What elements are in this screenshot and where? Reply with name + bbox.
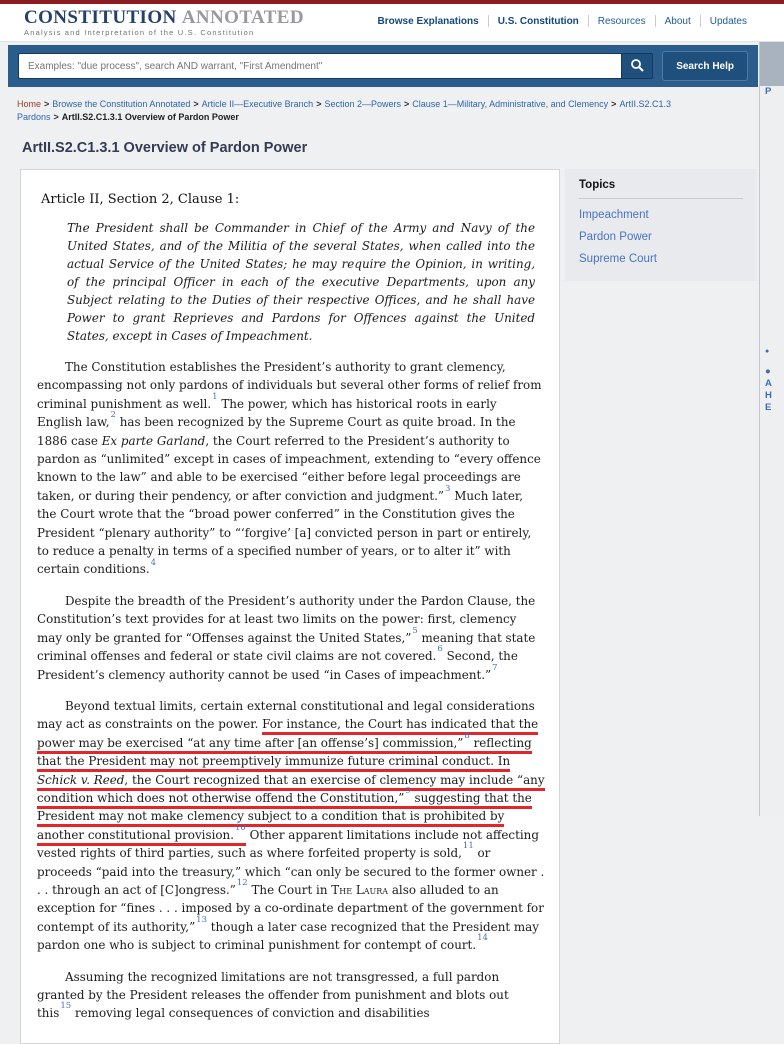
clipped-text-fragment: H <box>765 390 772 401</box>
brand-tagline: Analysis and Interpretation of the U.S. Constitution <box>24 28 255 37</box>
brand-word-annotated: ANNOTATED <box>181 7 304 28</box>
article-paragraph <box>37 968 545 1023</box>
case-name-smallcaps: The Laura <box>331 882 389 897</box>
paragraph-text: Second, the President’s clemency authority cannot be used “in Cases of impeachment.” <box>37 649 518 682</box>
brand-logo[interactable] <box>24 8 304 37</box>
breadcrumb-link[interactable]: ArtII.S2.C1.3 Pardons <box>17 99 671 122</box>
footnote-ref[interactable]: 2 <box>110 410 116 421</box>
topics-divider <box>579 198 743 199</box>
search-input[interactable] <box>18 53 621 79</box>
header-nav <box>369 15 756 27</box>
footnote-ref[interactable]: 10 <box>235 822 246 833</box>
paragraph-text: Other apparent limitations include not affecting vested rights of third parties, such as where forfeited property is sold, <box>37 827 539 861</box>
paragraph-text: The power, which has historical roots in early English law, <box>37 396 497 430</box>
topics-list <box>579 209 743 265</box>
clause-heading: Article II, Section 2, Clause 1: <box>41 192 240 207</box>
paragraph-text: Despite the breadth of the President’s authority under the Pardon Clause, the Constitution’s text provides for at least two limits on the power: first, clemency may only be granted for “Offenses against the United States,” <box>37 593 536 645</box>
breadcrumb-link[interactable]: Browse the Constitution Annotated <box>52 99 191 109</box>
topic-link-impeachment[interactable]: Impeachment <box>579 209 649 221</box>
search-group <box>18 53 653 79</box>
clipped-text-fragment: ● <box>765 366 771 377</box>
footnote-ref[interactable]: 13 <box>196 914 207 925</box>
search-band <box>8 45 758 87</box>
paragraph-text: suggesting that the President may not make clemency subject to a condition that is prohibited by another constitutional provision. <box>37 790 532 842</box>
topics-sidebar <box>565 169 757 281</box>
paragraph-text: Beyond textual limits, certain external constitutional and legal considerations may act as constraints on the power. <box>37 698 535 732</box>
footnote-ref[interactable]: 6 <box>437 644 443 655</box>
topic-link-pardon-power[interactable]: Pardon Power <box>579 231 652 243</box>
topic-link-supreme-court[interactable]: Supreme Court <box>579 253 657 265</box>
breadcrumb-link[interactable]: Article II—Executive Branch <box>201 99 314 109</box>
article-paragraph <box>37 592 545 684</box>
search-button[interactable] <box>621 53 653 79</box>
clipped-text-fragment: ● <box>765 348 770 355</box>
breadcrumb-link[interactable]: Clause 1—Military, Administrative, and Clemency <box>412 99 609 109</box>
footnote-ref[interactable]: 8 <box>464 730 470 741</box>
breadcrumb-link[interactable]: Section 2—Powers <box>324 99 401 109</box>
paragraph-text: or proceeds “paid into the treasury,” which “can only be secured to the former owner . . . through an act of [C]ongress.” <box>37 846 545 897</box>
footnote-ref[interactable]: 11 <box>462 841 474 852</box>
topics-title: Topics <box>579 179 616 191</box>
topics-box <box>565 169 757 281</box>
red-annotation-underline <box>37 717 545 845</box>
paragraph-text: though a later case recognized that the President may pardon one who is subject to criminal punishment for contempt of court. <box>37 919 539 953</box>
case-name: Ex parte Garland <box>101 433 206 448</box>
breadcrumb-separator: > <box>316 99 322 109</box>
footnote-ref[interactable]: 3 <box>445 483 451 494</box>
clipped-text-fragment: E <box>765 402 772 413</box>
article-paragraph <box>37 697 545 955</box>
right-edge-band <box>760 42 784 86</box>
nav-item-updates[interactable]: Updates <box>709 15 747 27</box>
site-header <box>0 4 784 42</box>
essay-card <box>20 169 560 1044</box>
search-help-button[interactable]: Search Help <box>662 51 748 81</box>
footnote-ref[interactable]: 15 <box>60 1001 72 1012</box>
magnifier-icon <box>630 58 644 75</box>
footnote-ref[interactable]: 14 <box>477 933 488 944</box>
footnote-ref[interactable]: 9 <box>405 785 411 796</box>
paragraph-text: The Court in <box>247 882 332 897</box>
footnote-ref[interactable]: 7 <box>492 662 498 673</box>
case-name: Schick v. Reed <box>37 772 125 787</box>
clipped-text-fragment: P <box>765 86 772 97</box>
breadcrumb-separator: > <box>53 112 59 122</box>
paragraph-text: meaning that state criminal offenses and federal or state civil claims are not covered. <box>37 630 536 664</box>
paragraph-text: also alluded to an exception for “fines . . . imposed by a co-ordinate department of the government for contempt of its authority,” <box>37 882 544 934</box>
brand-word-constitution: CONSTITUTION <box>24 7 177 28</box>
footnote-ref[interactable]: 4 <box>150 557 157 568</box>
paragraph-text: , the Court recognized that an exercise of clemency may include “any condition which does not otherwise offend the Constitution,” <box>37 772 545 805</box>
nav-item-about[interactable]: About <box>664 15 691 27</box>
article-body <box>37 358 549 1023</box>
clipped-text-fragment: A <box>765 378 772 389</box>
constitution-clause-quote: The President shall be Commander in Chief of the Army and Navy of the United States, and of the Militia of the several States, when called into the actual Service of the United States; he may require the Opinion, in writing, of the principal Officer in each of the executive Departments, upon any Subject relating to the Duties of their respective Offices, and he shall have Power to grant Reprieves and Pardons for Offences against the United States, except in Cases of Impeachment. <box>67 221 535 343</box>
paragraph-text: , the Court referred to the President’s authority to pardon as “unlimited” except in cases of impeachment, extending to “every offence known to the law” and able to be exercised “either before legal proceedings are taken, or during their pendency, or after conviction and judgment.” <box>37 433 541 503</box>
paragraph-text: The Constitution establishes the President’s authority to grant clemency, encompassing not only pardons of individuals but several other forms of relief from criminal punishment as well. <box>37 360 542 411</box>
paragraph-text: reflecting that the President may not preemptively immunize future criminal conduct. In <box>37 735 532 769</box>
right-edge-body <box>760 86 784 816</box>
article-paragraph <box>37 358 545 579</box>
footnote-ref[interactable]: 12 <box>236 878 248 888</box>
breadcrumb-current: ArtII.S2.C1.3.1 Overview of Pardon Power <box>61 112 239 122</box>
paragraph-text: has been recognized by the Supreme Court as quite broad. In the 1886 case <box>37 415 516 448</box>
breadcrumb-separator: > <box>44 99 50 109</box>
page-title: ArtII.S2.C1.3.1 Overview of Pardon Power <box>22 140 308 156</box>
breadcrumb-separator: > <box>193 99 199 109</box>
nav-item-u-s-constitution[interactable]: U.S. Constitution <box>497 15 579 27</box>
paragraph-text: Assuming the recognized limitations are not transgressed, a full pardon granted by the President releases the offender from punishment and blots out this <box>37 969 509 1021</box>
paragraph-text: removing legal consequences of conviction and disabilities <box>71 1006 430 1021</box>
right-edge-clipped-content <box>759 42 784 816</box>
main-layout <box>0 156 784 1044</box>
nav-item-browse-explanations[interactable]: Browse Explanations <box>377 15 479 27</box>
paragraph-text: For instance, the Court has indicated that the power may be exercised “at any time after [an offense’s] commission,” <box>37 717 539 750</box>
breadcrumb <box>0 87 784 124</box>
breadcrumb-separator: > <box>404 99 410 109</box>
footnote-ref[interactable]: 1 <box>212 391 218 402</box>
paragraph-text: Much later, the Court wrote that the “broad power conferred” in the Constitution gives the President “plenary authority” to “‘forgive’ [a] convicted person in part or entirely, to reduce a penalty in terms of a specified number of years, or to alter it” with certain conditions. <box>37 488 532 577</box>
footnote-ref[interactable]: 5 <box>412 625 418 636</box>
nav-item-resources[interactable]: Resources <box>597 15 646 27</box>
breadcrumb-link[interactable]: Home <box>17 99 42 109</box>
breadcrumb-separator: > <box>611 99 617 109</box>
